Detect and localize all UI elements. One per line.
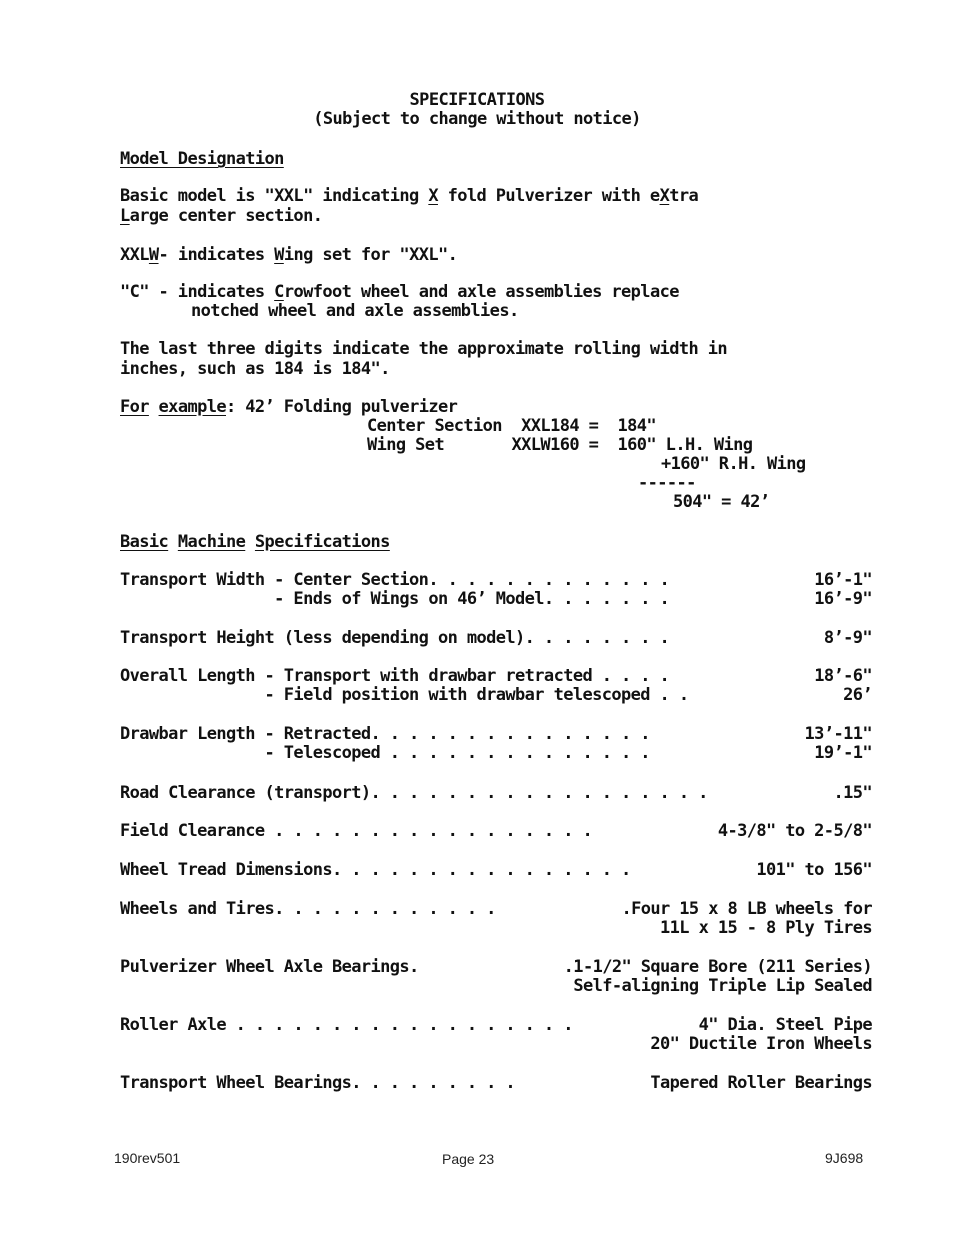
spec-label: Overall Length - Transport with drawbar retracted . . . .: [120, 666, 670, 686]
spec-value: 19’-1": [814, 743, 872, 763]
spec-value: 13’-11": [804, 724, 872, 744]
spec-label: Transport Width - Center Section. . . . . . . . . . . . .: [120, 570, 670, 590]
basic-model-line-2: Large center section.: [120, 206, 323, 226]
spec-label: Transport Height (less depending on model). . . . . . . .: [120, 628, 670, 648]
spec-label: Wheels and Tires. . . . . . . . . . . .: [120, 899, 496, 919]
example-label: For example: 42’ Folding pulverizer: [120, 397, 458, 417]
example-rh-wing: +160" R.H. Wing: [661, 454, 806, 474]
spec-value: 18’-6": [814, 666, 872, 686]
example-total: 504" = 42’: [673, 492, 770, 512]
example-wing-set: Wing Set XXLW160 = 160" L.H. Wing: [367, 435, 753, 455]
spec-value: 8’-9": [823, 628, 872, 648]
footer-page-number: Page 23: [442, 1151, 495, 1167]
spec-value: 16’-9": [814, 589, 872, 609]
spec-value: 26’: [843, 685, 872, 705]
model-designation-heading: Model Designation: [120, 149, 284, 169]
spec-label: Roller Axle . . . . . . . . . . . . . . . . . .: [120, 1015, 573, 1035]
spec-label: Road Clearance (transport). . . . . . . . . . . . . . . . . .: [120, 783, 708, 803]
spec-label: - Ends of Wings on 46’ Model. . . . . . .: [120, 589, 670, 609]
spec-value: .Four 15 x 8 LB wheels for: [621, 899, 872, 919]
spec-value: Self-aligning Triple Lip Sealed: [573, 976, 872, 996]
spec-label: Transport Wheel Bearings. . . . . . . . .: [120, 1073, 516, 1093]
example-center-section: Center Section XXL184 = 184": [367, 416, 657, 436]
spec-value: 4-3/8" to 2-5/8": [717, 821, 872, 841]
spec-label: - Telescoped . . . . . . . . . . . . . .: [120, 743, 650, 763]
page-subtitle: (Subject to change without notice): [313, 109, 641, 129]
footer-part-number: 9J698: [825, 1150, 864, 1166]
crowfoot-line-1: "C" - indicates Crowfoot wheel and axle assemblies replace: [120, 282, 679, 302]
page-title: SPECIFICATIONS: [409, 90, 545, 110]
spec-label: Drawbar Length - Retracted. . . . . . . . . . . . . . .: [120, 724, 650, 744]
spec-value: Tapered Roller Bearings: [650, 1073, 872, 1093]
spec-value: 11L x 15 - 8 Ply Tires: [660, 918, 872, 938]
spec-label: Pulverizer Wheel Axle Bearings.: [120, 957, 419, 977]
spec-label: Wheel Tread Dimensions. . . . . . . . . . . . . . . .: [120, 860, 631, 880]
footer-revision: 190rev501: [114, 1150, 181, 1166]
spec-value: .1-1/2" Square Bore (211 Series): [563, 957, 872, 977]
spec-label: - Field position with drawbar telescoped . .: [120, 685, 689, 705]
digits-line-2: inches, such as 184 is 184".: [120, 359, 390, 379]
example-divider: ------: [638, 473, 696, 493]
digits-line-1: The last three digits indicate the approximate rolling width in: [120, 339, 727, 359]
spec-value: .15": [833, 783, 872, 803]
crowfoot-line-2: notched wheel and axle assemblies.: [191, 301, 519, 321]
spec-value: 20" Ductile Iron Wheels: [650, 1034, 872, 1054]
spec-value: 101" to 156": [756, 860, 872, 880]
xxlw-line: XXLW- indicates Wing set for "XXL".: [120, 245, 458, 265]
spec-value: 4" Dia. Steel Pipe: [698, 1015, 872, 1035]
spec-value: 16’-1": [814, 570, 872, 590]
spec-label: Field Clearance . . . . . . . . . . . . . . . . .: [120, 821, 593, 841]
basic-model-line-1: Basic model is "XXL" indicating X fold Pulverizer with eXtra: [120, 186, 699, 206]
basic-specs-heading: Basic Machine Specifications: [120, 532, 390, 552]
